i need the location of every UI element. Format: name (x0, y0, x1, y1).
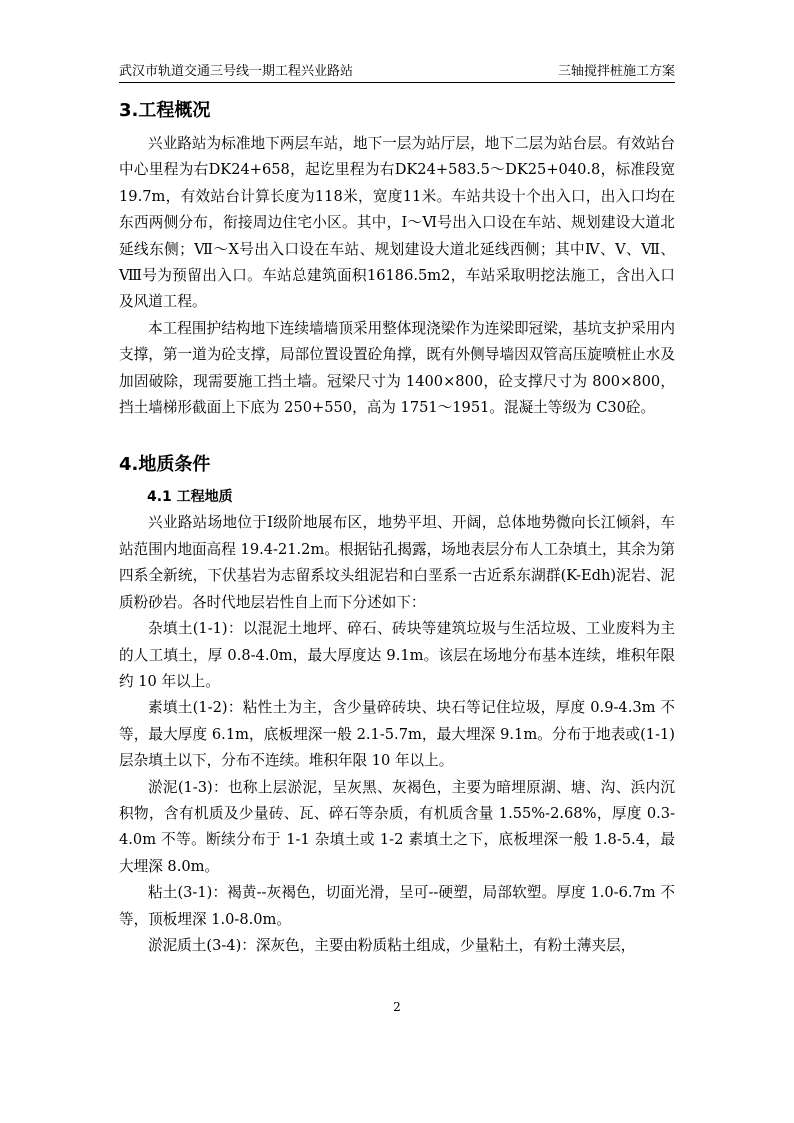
subsection-4-1-title: 4.1 工程地质 (147, 489, 233, 506)
section-4-paragraph: 素填土(1-2)：粘性土为主，含少量碎砖块、块石等记住垃圾，厚度 0.9-4.3m 不等，最大厚度 6.1m，底板埋深一般 2.1-5.7m，最大埋深 9.1m。分布于地表或(1-1)层杂填土以下，分布不连续。堆积年限 10 年以上。 (119, 699, 675, 770)
section-4-paragraph: 兴业路站场地位于Ⅰ级阶地展布区，地势平坦、开阔，总体地势微向长江倾斜，车站范围内地面高程 19.4-21.2m。根据钻孔揭露，场地表层分布人工杂填土，其余为第四系全新统，下伏基岩为志留系坟头组泥岩和白垩系一古近系东湖群(K-Edh)泥岩、泥质粉砂岩。各时代地层岩性自上而下分述如下： (119, 514, 675, 611)
header-project-name: 武汉市轨道交通三号线一期工程兴业路站 (119, 64, 354, 79)
section-4-title: 4.地质条件 (119, 454, 211, 476)
section-4-paragraph: 粘土(3-1)：褐黄--灰褐色，切面光滑，呈可--硬塑，局部软塑。厚度 1.0-6.7m 不等，顶板埋深 1.0-8.0m。 (119, 884, 675, 928)
section-3-title: 3.工程概况 (119, 100, 211, 121)
header-document-title: 三轴搅拌桩施工方案 (557, 64, 675, 79)
page-number: 2 (393, 1000, 401, 1014)
section-4-paragraph: 杂填土(1-1)：以混泥土地坪、碎石、砖块等建筑垃圾与生活垃圾、工业废料为主的人工填土，厚 0.8-4.0m，最大厚度达 9.1m。该层在场地分布基本连续，堆积年限约 10 年以上。 (119, 620, 675, 690)
page-content (119, 95, 675, 959)
section-3-paragraph: 本工程围护结构地下连续墙墙顶采用整体现浇梁作为连梁即冠梁，基坑支护采用内支撑，第一道为砼支撑，局部位置设置砼角撑，既有外侧导墙因双管高压旋喷桩止水及加固破除，现需要施工挡土墙。冠梁尺寸为 1400×800，砼支撑尺寸为 800×800，挡土墙梯形截面上下底为 250+550，高为 1751～1951。混凝土等级为 C30砼。 (119, 319, 675, 417)
section-3-paragraph: 兴业路站为标准地下两层车站，地下一层为站厅层，地下二层为站台层。有效站台中心里程为右DK24+658，起讫里程为右DK24+583.5～DK25+040.8，标准段宽19.7m，有效站台计算长度为118米，宽度11米。车站共设十个出入口，出入口均在东西两侧分布，衔接周边住宅小区。其中，Ⅰ～Ⅵ号出入口设在车站、规划建设大道北延线东侧；Ⅶ～Ⅹ号出入口设在车站、规划建设大道北延线西侧；其中Ⅳ、Ⅴ、Ⅶ、Ⅷ号为预留出入口。车站总建筑面积16186.5m2，车站采取明挖法施工，含出入口及风道工程。 (119, 135, 675, 311)
section-4-paragraph: 淤泥质土(3-4)：深灰色，主要由粉质粘土组成，少量粘土，有粉土薄夹层， (148, 936, 636, 954)
section-4-paragraph: 淤泥(1-3)：也称上层淤泥，呈灰黑、灰褐色，主要为暗埋原湖、塘、沟、浜内沉积物，含有机质及少量砖、瓦、碎石等杂质，有机质含量 1.55%-2.68%，厚度 0.3-4.0m 不等。断续分布于 1-1 杂填土或 1-2 素填土之下，底板埋深一般 1.8-5.4，最大埋深 8.0m。 (119, 778, 675, 875)
page-header (119, 58, 675, 83)
